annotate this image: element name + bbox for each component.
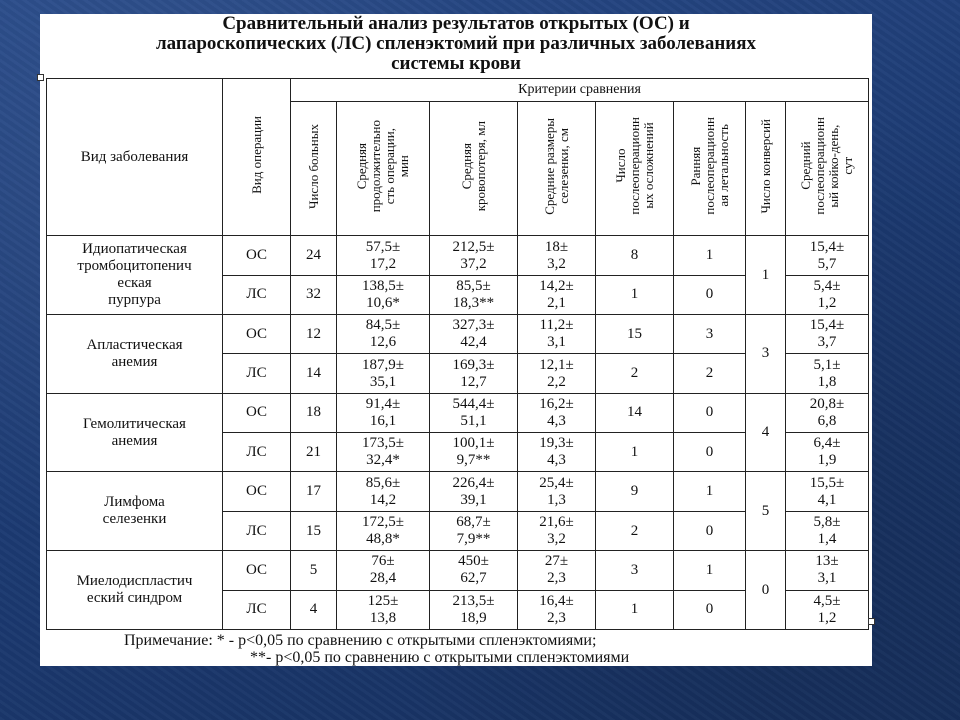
cell-bloodloss: 450± 62,7 xyxy=(430,551,518,590)
cell-complications: 1 xyxy=(596,275,674,314)
cell-mortality: 0 xyxy=(674,511,746,550)
cell-spleen: 18± 3,2 xyxy=(518,236,596,275)
cell-bloodloss: 226,4± 39,1 xyxy=(430,472,518,511)
cell-bedday: 5,8± 1,4 xyxy=(786,511,869,550)
operation-type: ЛС xyxy=(223,275,291,314)
cell-spleen: 21,6± 3,2 xyxy=(518,511,596,550)
cell-spleen: 14,2± 2,1 xyxy=(518,275,596,314)
cell-duration: 91,4± 16,1 xyxy=(337,393,430,432)
selection-handle xyxy=(37,74,44,81)
cell-complications: 2 xyxy=(596,354,674,393)
disease-name: Миелодиспластич еский синдром xyxy=(47,551,223,630)
cell-patients: 17 xyxy=(291,472,337,511)
cell-duration: 84,5± 12,6 xyxy=(337,315,430,354)
cell-mortality: 3 xyxy=(674,315,746,354)
cell-duration: 138,5± 10,6* xyxy=(337,275,430,314)
cell-mortality: 1 xyxy=(674,551,746,590)
cell-complications: 9 xyxy=(596,472,674,511)
cell-spleen: 12,1± 2,2 xyxy=(518,354,596,393)
cell-complications: 2 xyxy=(596,511,674,550)
disease-name: Апластическая анемия xyxy=(47,315,223,394)
cell-duration: 172,5± 48,8* xyxy=(337,511,430,550)
cell-mortality: 0 xyxy=(674,275,746,314)
table-row xyxy=(47,393,869,432)
cell-conversions: 3 xyxy=(746,315,786,394)
cell-spleen: 25,4± 1,3 xyxy=(518,472,596,511)
cell-bedday: 13± 3,1 xyxy=(786,551,869,590)
cell-mortality: 0 xyxy=(674,590,746,629)
table-row xyxy=(47,315,869,354)
header-column: Число больных xyxy=(291,101,337,236)
cell-bloodloss: 169,3± 12,7 xyxy=(430,354,518,393)
cell-complications: 8 xyxy=(596,236,674,275)
cell-spleen: 16,4± 2,3 xyxy=(518,590,596,629)
cell-bloodloss: 212,5± 37,2 xyxy=(430,236,518,275)
comparison-table xyxy=(46,78,869,630)
cell-complications: 1 xyxy=(596,433,674,472)
cell-bedday: 15,4± 5,7 xyxy=(786,236,869,275)
operation-type: ЛС xyxy=(223,354,291,393)
operation-type: ЛС xyxy=(223,511,291,550)
cell-duration: 57,5± 17,2 xyxy=(337,236,430,275)
cell-patients: 18 xyxy=(291,393,337,432)
cell-complications: 1 xyxy=(596,590,674,629)
cell-spleen: 27± 2,3 xyxy=(518,551,596,590)
cell-bloodloss: 544,4± 51,1 xyxy=(430,393,518,432)
table-row xyxy=(47,236,869,275)
footnote-line-2: **- p<0,05 по сравнению с открытыми спленэктомиями xyxy=(250,649,630,666)
footnote xyxy=(40,632,872,666)
footnote-line-1: Примечание: * - p<0,05 по сравнению с открытыми спленэктомиями; xyxy=(124,632,597,649)
cell-mortality: 1 xyxy=(674,472,746,511)
cell-patients: 15 xyxy=(291,511,337,550)
operation-type: ОС xyxy=(223,236,291,275)
cell-patients: 24 xyxy=(291,236,337,275)
cell-bloodloss: 68,7± 7,9** xyxy=(430,511,518,550)
cell-patients: 5 xyxy=(291,551,337,590)
disease-name: Лимфома селезенки xyxy=(47,472,223,551)
title-line-2: лапароскопических (ЛС) спленэктомий при различных заболеваниях xyxy=(155,33,756,54)
header-criteria: Критерии сравнения xyxy=(291,79,869,102)
cell-bedday: 6,4± 1,9 xyxy=(786,433,869,472)
header-column: Средняя продолжительно сть операции, мин xyxy=(337,101,430,236)
cell-spleen: 19,3± 4,3 xyxy=(518,433,596,472)
cell-duration: 85,6± 14,2 xyxy=(337,472,430,511)
header-column: Средние размеры селезенки, см xyxy=(518,101,596,236)
operation-type: ЛС xyxy=(223,590,291,629)
cell-bloodloss: 213,5± 18,9 xyxy=(430,590,518,629)
cell-patients: 21 xyxy=(291,433,337,472)
cell-complications: 3 xyxy=(596,551,674,590)
cell-bloodloss: 100,1± 9,7** xyxy=(430,433,518,472)
cell-bloodloss: 85,5± 18,3** xyxy=(430,275,518,314)
selection-handle xyxy=(868,618,875,625)
disease-name: Идиопатическая тромбоцитопенич еская пурпура xyxy=(47,236,223,315)
operation-type: ОС xyxy=(223,472,291,511)
cell-duration: 173,5± 32,4* xyxy=(337,433,430,472)
cell-mortality: 0 xyxy=(674,393,746,432)
title-line-3: системы крови xyxy=(391,53,521,74)
cell-mortality: 0 xyxy=(674,433,746,472)
cell-patients: 32 xyxy=(291,275,337,314)
header-operation-type: Вид операции xyxy=(223,79,291,236)
cell-duration: 76± 28,4 xyxy=(337,551,430,590)
cell-mortality: 2 xyxy=(674,354,746,393)
cell-complications: 15 xyxy=(596,315,674,354)
page-title xyxy=(40,14,872,74)
header-column: Число конверсий xyxy=(746,101,786,236)
cell-complications: 14 xyxy=(596,393,674,432)
cell-bedday: 5,1± 1,8 xyxy=(786,354,869,393)
cell-bedday: 15,5± 4,1 xyxy=(786,472,869,511)
cell-bedday: 20,8± 6,8 xyxy=(786,393,869,432)
header-disease: Вид заболевания xyxy=(47,79,223,236)
cell-patients: 4 xyxy=(291,590,337,629)
table-row xyxy=(47,551,869,590)
cell-duration: 125± 13,8 xyxy=(337,590,430,629)
cell-bloodloss: 327,3± 42,4 xyxy=(430,315,518,354)
cell-bedday: 5,4± 1,2 xyxy=(786,275,869,314)
header-column: Средняя кровопотеря, мл xyxy=(430,101,518,236)
title-line-1: Сравнительный анализ результатов открытых (ОС) и xyxy=(222,13,690,34)
cell-spleen: 16,2± 4,3 xyxy=(518,393,596,432)
cell-conversions: 5 xyxy=(746,472,786,551)
cell-duration: 187,9± 35,1 xyxy=(337,354,430,393)
header-column: Средний послеоперационн ый койко-день, сут xyxy=(786,101,869,236)
cell-conversions: 4 xyxy=(746,393,786,472)
cell-bedday: 15,4± 3,7 xyxy=(786,315,869,354)
operation-type: ОС xyxy=(223,551,291,590)
disease-name: Гемолитическая анемия xyxy=(47,393,223,472)
cell-patients: 12 xyxy=(291,315,337,354)
cell-mortality: 1 xyxy=(674,236,746,275)
cell-conversions: 1 xyxy=(746,236,786,315)
slide-sheet xyxy=(40,14,872,666)
header-column: Число послеоперационн ых осложнений xyxy=(596,101,674,236)
operation-type: ОС xyxy=(223,315,291,354)
header-column: Ранняя послеоперационн ая летальность xyxy=(674,101,746,236)
cell-conversions: 0 xyxy=(746,551,786,630)
operation-type: ОС xyxy=(223,393,291,432)
cell-spleen: 11,2± 3,1 xyxy=(518,315,596,354)
operation-type: ЛС xyxy=(223,433,291,472)
table-row xyxy=(47,472,869,511)
cell-patients: 14 xyxy=(291,354,337,393)
cell-bedday: 4,5± 1,2 xyxy=(786,590,869,629)
